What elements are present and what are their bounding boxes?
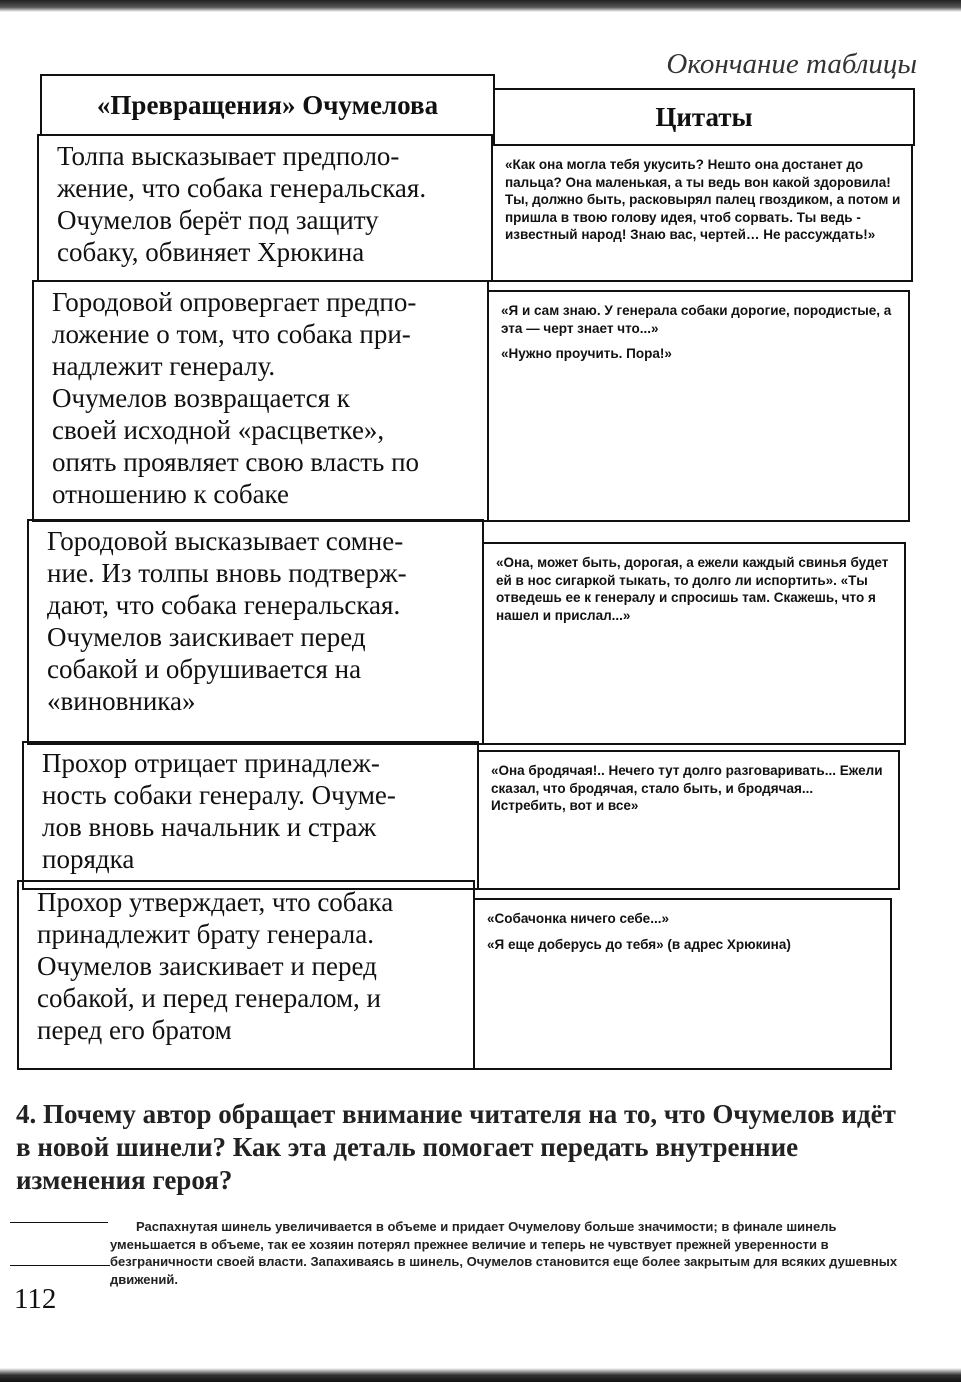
transformation-line: Очумелов берёт под защиту [57, 205, 379, 235]
transformation-line: порядка [42, 844, 135, 874]
transformation-line: собакой, и перед генералом, и [37, 983, 381, 1013]
answer-text [110, 1218, 900, 1288]
answer-line [10, 1222, 108, 1223]
scan-bottom-edge [0, 1368, 961, 1382]
quote: «Я и сам знаю. У генерала собаки дорогие, породистые, а эта — черт знает что...» [501, 303, 892, 336]
transformation-line: отношению к собаке [52, 479, 289, 509]
quotes-cell [491, 144, 913, 282]
transformation-cell [32, 280, 489, 522]
quote: «Как она могла тебя укусить? Нешто она достанет до пальца? Она маленькая, а ты ведь вон какой здоровила! Ты, должно быть, расковырял палец гвоздиком, а потом и пришла в твою голову идея, чтоб сорвать. Ты ведь - известный народ! Знаю вас, чертей… Не рассуждать!» [505, 157, 901, 242]
transformation-line: Городовой высказывает сомне- [47, 526, 404, 556]
scan-top-edge [0, 0, 961, 12]
transformation-line: Прохор утверждает, что собака [37, 887, 394, 917]
transformation-line: перед его братом [37, 1015, 232, 1045]
transformation-line: Прохор отрицает принадлеж- [42, 748, 380, 778]
transformation-line: ние. Из толпы вновь подтверж- [47, 558, 407, 588]
transformation-cell [17, 880, 475, 1070]
transformation-line: лов вновь начальник и страж [42, 812, 377, 842]
header-quotes: Цитаты [493, 88, 915, 146]
transformation-cell [22, 741, 479, 890]
quotes-cell [473, 898, 892, 1070]
transformation-line: собаку, обвиняет Хрюкина [57, 237, 365, 267]
transformation-line: принадлежит брату генерала. [37, 919, 374, 949]
transformation-line: ложение о том, что собака при- [52, 319, 411, 349]
quotes-cell [487, 290, 910, 522]
quote: «Я еще доберусь до тебя» (в адрес Хрюкина) [487, 936, 791, 952]
quote: «Нужно проучить. Пора!» [501, 346, 672, 361]
transformation-line: опять проявляет свою власть по [52, 447, 420, 477]
header-transformations: «Превращения» Очумелова [40, 74, 495, 136]
transformation-line: Очумелов заискивает и перед [37, 951, 377, 981]
transformation-cell [27, 519, 484, 745]
transformation-line: Городовой опровергает предпо- [52, 287, 417, 317]
transformation-line: Очумелов возвращается к [52, 383, 350, 413]
quotes-cell [482, 542, 906, 745]
transformation-line: своей исходной «расцветке», [52, 415, 385, 445]
transformation-line: Очумелов заискивает перед [47, 622, 366, 652]
answer-body: Распахнутая шинель увеличивается в объеме и придает Очумелову больше значимости; в финале шинель уменьшается в объеме, так ее хозяин потерял прежнее величие и теперь не чувствует прежней уверенности в безграничности своей власти. Запахиваясь в шинель, Очумелов становится еще более закрытым для всяких душевных движений. [110, 1219, 898, 1287]
page-number: 112 [14, 1283, 57, 1315]
transformation-line: собакой и обрушивается на [47, 654, 362, 684]
quote: «Она, может быть, дорогая, а ежели каждый свинья будет ей в нос сигаркой тыкать, то долго ли испортить». «Ты отведешь ее к генералу и спросишь там. Скажешь, что я нашел и прислал...» [496, 555, 889, 623]
transformation-line: жение, что собака генеральская. [57, 173, 427, 203]
quote: «Она бродячая!.. Нечего тут долго разговаривать... Ежели сказал, что бродячая, стало быть, и бродячая... Истребить, вот и все» [491, 763, 883, 813]
question-4: 4. Почему автор обращает внимание читателя на то, что Очумелов идёт в новой шинели? Как эта деталь помогает передать внутренние изменения героя? [16, 1099, 896, 1195]
table-continuation-label: Окончание таблицы [666, 48, 917, 80]
transformation-line: надлежит генералу. [52, 351, 276, 381]
transformation-cell [37, 134, 493, 282]
transformation-line: Толпа высказывает предполо- [57, 141, 400, 171]
answer-line [10, 1265, 110, 1266]
quotes-cell [477, 750, 900, 890]
quote: «Собачонка ничего себе...» [487, 911, 669, 926]
transformation-line: «виновника» [47, 686, 196, 716]
transformation-line: ность собаки генералу. Очуме- [42, 780, 396, 810]
transformation-line: дают, что собака генеральская. [47, 590, 401, 620]
